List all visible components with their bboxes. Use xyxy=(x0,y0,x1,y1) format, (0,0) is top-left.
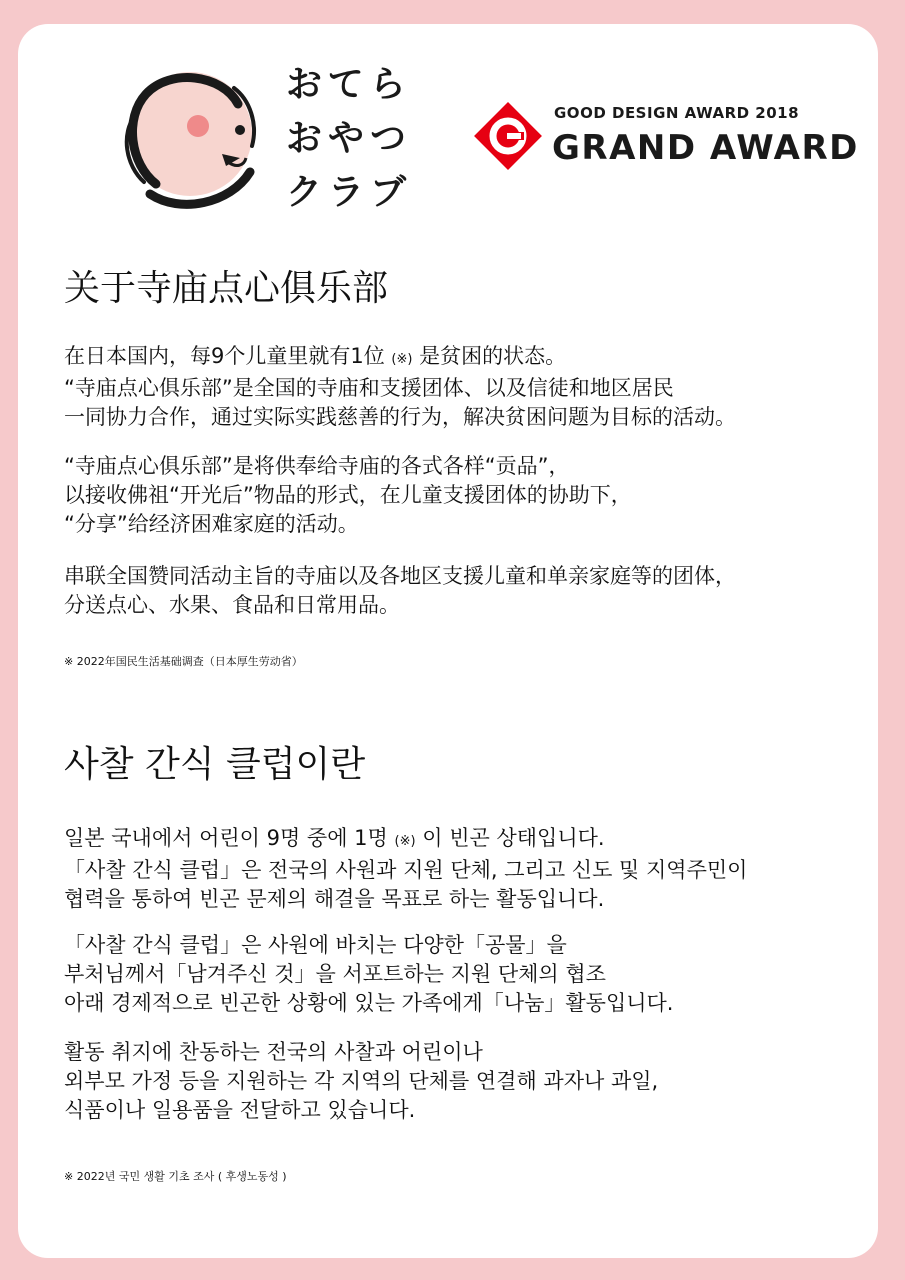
ko-paragraph-3 xyxy=(64,1038,658,1125)
zh-p2-line-1: “寺庙点心俱乐部”是将供奉给寺庙的各式各样“贡品”， xyxy=(64,454,570,478)
zh-footnote: ※ 2022年国民生活基础调查（日本厚生劳动省） xyxy=(64,655,303,668)
zh-p1-line-2: “寺庙点心俱乐部”是全国的寺庙和支援团体、以及信徒和地区居民 xyxy=(64,376,674,400)
logo-line-2: おやつ xyxy=(286,118,413,159)
ko-p1-line1-text-b: 이 빈곤 상태입니다. xyxy=(422,826,605,850)
ko-p2-line-1: 「사찰 간식 클럽」은 사원에 바치는 다양한「공물」을 xyxy=(64,933,567,957)
ko-paragraph-2 xyxy=(64,931,674,1018)
ko-paragraph-1 xyxy=(64,824,747,914)
logo-line-1: おてら xyxy=(286,64,412,105)
ko-p2-line-2: 부처님께서「남겨주신 것」을 서포트하는 지원 단체의 협조 xyxy=(64,962,606,986)
ko-p1-line-3: 협력을 통하여 빈곤 문제의 해결을 목표로 하는 활동입니다. xyxy=(64,887,605,911)
footnote-mark: (※) xyxy=(394,834,416,849)
logo-line-3: クラブ xyxy=(286,172,413,213)
ko-p1-line-1 xyxy=(64,824,747,856)
logo-wordmark xyxy=(286,58,412,220)
ko-p1-line1-text-a: 일본 국내에서 어린이 9명 중에 1명 xyxy=(64,826,388,850)
ko-footnote: ※ 2022년 국민 생활 기초 조사 ( 후생노동성 ) xyxy=(64,1170,287,1183)
zh-section-title: 关于寺庙点心俱乐部 xyxy=(64,268,389,309)
ko-p1-line-2: 「사찰 간식 클럽」은 전국의 사원과 지원 단체, 그리고 신도 및 지역주민이 xyxy=(64,858,748,882)
zh-p2-line-2: 以接收佛祖“开光后”物品的形式，在儿童支援团体的协助下， xyxy=(64,483,632,507)
zh-paragraph-3 xyxy=(64,562,736,620)
zh-p2-line-3: “分享”给经济困难家庭的活动。 xyxy=(64,512,359,536)
footnote-mark: (※) xyxy=(391,352,413,367)
award-year-label: GOOD DESIGN AWARD 2018 xyxy=(554,104,800,122)
zh-p1-line1-text-b: 是贫困的状态。 xyxy=(419,344,567,368)
zh-p1-line-3: 一同协力合作，通过实际实践慈善的行为，解决贫困问题为目标的活动。 xyxy=(64,405,736,429)
ko-p3-line-3: 식품이나 일용품을 전달하고 있습니다. xyxy=(64,1098,416,1122)
ko-section-title: 사찰 간식 클럽이란 xyxy=(64,744,366,785)
zh-p3-line-2: 分送点心、水果、食品和日常用品。 xyxy=(64,593,400,617)
award-title: GRAND AWARD xyxy=(552,128,859,168)
zh-p1-line1-text-a: 在日本国内，每9个儿童里就有1位 xyxy=(64,344,385,368)
good-design-g-mark-icon xyxy=(474,102,542,170)
zh-p3-line-1: 串联全国赞同活动主旨的寺庙以及各地区支援儿童和单亲家庭等的团体， xyxy=(64,564,736,588)
ko-p3-line-2: 외부모 가정 등을 지원하는 각 지역의 단체를 연결해 과자나 과일, xyxy=(64,1069,659,1093)
zh-paragraph-2 xyxy=(64,452,632,539)
ko-p3-line-1: 활동 취지에 찬동하는 전국의 사찰과 어린이나 xyxy=(64,1040,483,1064)
zh-p1-line-1 xyxy=(64,342,736,374)
ko-p2-line-3: 아래 경제적으로 빈곤한 상황에 있는 가족에게「나눔」활동입니다. xyxy=(64,991,674,1015)
content-card xyxy=(18,24,878,1258)
otera-oyatsu-club-logo-icon xyxy=(110,54,270,214)
zh-paragraph-1 xyxy=(64,342,736,432)
